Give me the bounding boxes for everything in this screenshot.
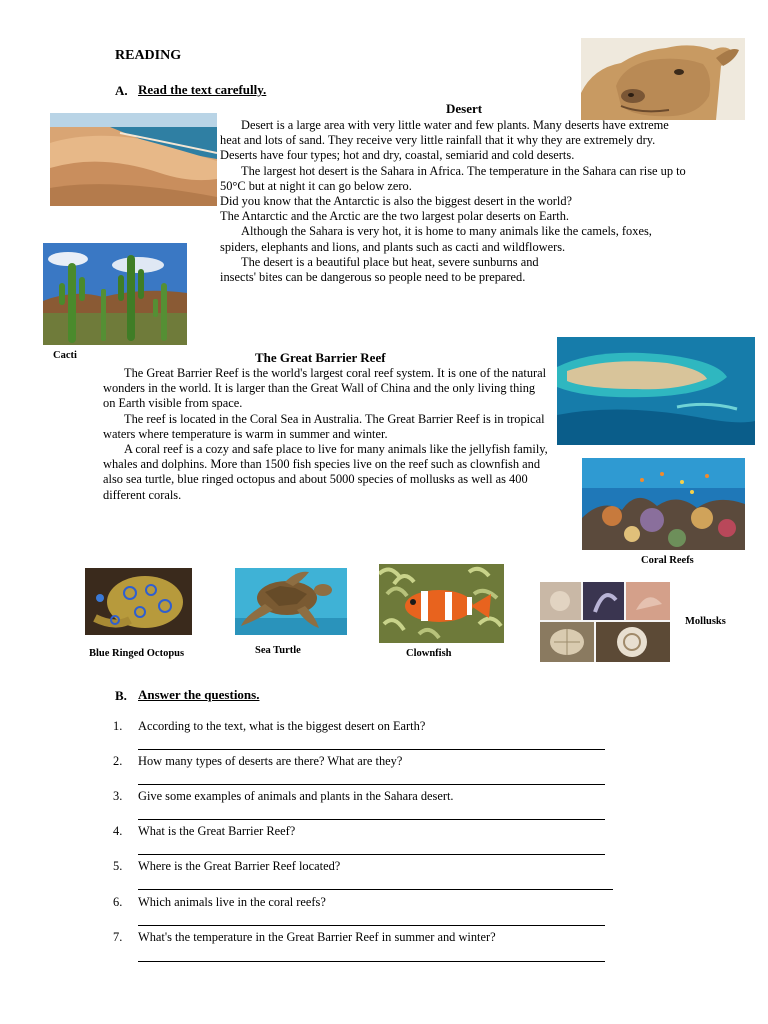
clownfish-caption: Clownfish bbox=[406, 648, 452, 659]
coral-reefs-caption: Coral Reefs bbox=[641, 555, 694, 566]
question-number: 2. bbox=[113, 754, 123, 768]
camel-image bbox=[581, 38, 745, 120]
answer-line[interactable] bbox=[138, 784, 605, 785]
desert-paragraph: Desert is a large area with very little water and few plants. Many deserts have extreme heat and lots of sand. They receive very little rainfall that it why they are extremely dry. Deserts have four types; hot and dry, coastal, semiarid and cold deserts. bbox=[220, 118, 669, 163]
answer-line[interactable] bbox=[138, 819, 605, 820]
octopus-caption: Blue Ringed Octopus bbox=[89, 648, 185, 659]
question-text: Which animals live in the coral reefs? bbox=[138, 895, 326, 909]
desert-text bbox=[220, 118, 690, 285]
section-b-title: Answer the questions. bbox=[138, 687, 260, 702]
answer-line[interactable] bbox=[138, 961, 605, 962]
question-text: How many types of deserts are there? What are they? bbox=[138, 754, 403, 768]
question-number: 1. bbox=[113, 719, 123, 733]
desert-paragraph: The desert is a beautiful place but heat, severe sunburns and bbox=[241, 254, 539, 269]
desert-paragraph: The Antarctic and the Arctic are the two largest polar deserts on Earth. bbox=[220, 209, 569, 224]
cacti-caption: Cacti bbox=[53, 350, 77, 361]
page-heading: READING bbox=[115, 48, 182, 63]
desert-coast-image bbox=[50, 113, 217, 206]
coral-reefs-image bbox=[582, 458, 745, 550]
reef-title: The Great Barrier Reef bbox=[255, 350, 386, 365]
question-text: Give some examples of animals and plants in the Sahara desert. bbox=[138, 789, 454, 803]
clownfish-image bbox=[379, 564, 504, 643]
mollusks-image bbox=[540, 582, 670, 662]
answer-line[interactable] bbox=[138, 749, 605, 750]
question-number: 6. bbox=[113, 895, 123, 909]
desert-paragraph: The largest hot desert is the Sahara in Africa. The temperature in the Sahara can rise up to 50°C but at night it can go below zero. bbox=[220, 163, 686, 193]
question-text: According to the text, what is the biggest desert on Earth? bbox=[138, 719, 426, 733]
question-text: What's the temperature in the Great Barrier Reef in summer and winter? bbox=[138, 930, 496, 944]
question-text: Where is the Great Barrier Reef located? bbox=[138, 859, 341, 873]
sea-turtle-image bbox=[235, 568, 347, 635]
answer-line[interactable] bbox=[138, 889, 613, 890]
section-a-title: Read the text carefully. bbox=[138, 82, 267, 97]
section-b-letter: B. bbox=[115, 688, 127, 703]
blue-ringed-octopus-image bbox=[85, 568, 192, 635]
answer-line[interactable] bbox=[138, 925, 605, 926]
question-text: What is the Great Barrier Reef? bbox=[138, 824, 296, 838]
question-number: 7. bbox=[113, 930, 123, 944]
desert-paragraph: Did you know that the Antarctic is also the biggest desert in the world? bbox=[220, 194, 573, 209]
question-number: 4. bbox=[113, 824, 123, 838]
cacti-image bbox=[43, 243, 187, 345]
desert-paragraph: insects' bites can be dangerous so people need to be prepared. bbox=[220, 270, 526, 285]
desert-paragraph: Although the Sahara is very hot, it is home to many animals like the camels, foxes, spiders, elephants and lions, and plants such as cacti and wildflowers. bbox=[220, 224, 652, 254]
reef-paragraph: A coral reef is a cozy and safe place to live for many animals like the jellyfish family, whales and dolphins. More than 1500 fish species live on the reef such as clownfish and also sea turtle, blue ringed octopus and about 5000 species of mollusks as well as 400 different corals. bbox=[103, 442, 548, 502]
desert-title: Desert bbox=[446, 101, 483, 116]
mollusks-caption: Mollusks bbox=[685, 616, 726, 627]
question-number: 3. bbox=[113, 789, 123, 803]
reef-paragraph: The reef is located in the Coral Sea in Australia. The Great Barrier Reef is in tropical waters where temperature is warm in summer and winter. bbox=[103, 411, 545, 441]
question-number: 5. bbox=[113, 859, 123, 873]
reef-aerial-image bbox=[557, 337, 755, 445]
answer-line[interactable] bbox=[138, 854, 605, 855]
reef-paragraph: The Great Barrier Reef is the world's largest coral reef system. It is one of the natural wonders in the world. It is larger than the Great Wall of China and the only living thing on Earth visible from space. bbox=[103, 366, 547, 411]
sea-turtle-caption: Sea Turtle bbox=[255, 645, 301, 656]
reef-text bbox=[103, 366, 549, 503]
section-a-letter: A. bbox=[115, 83, 128, 98]
